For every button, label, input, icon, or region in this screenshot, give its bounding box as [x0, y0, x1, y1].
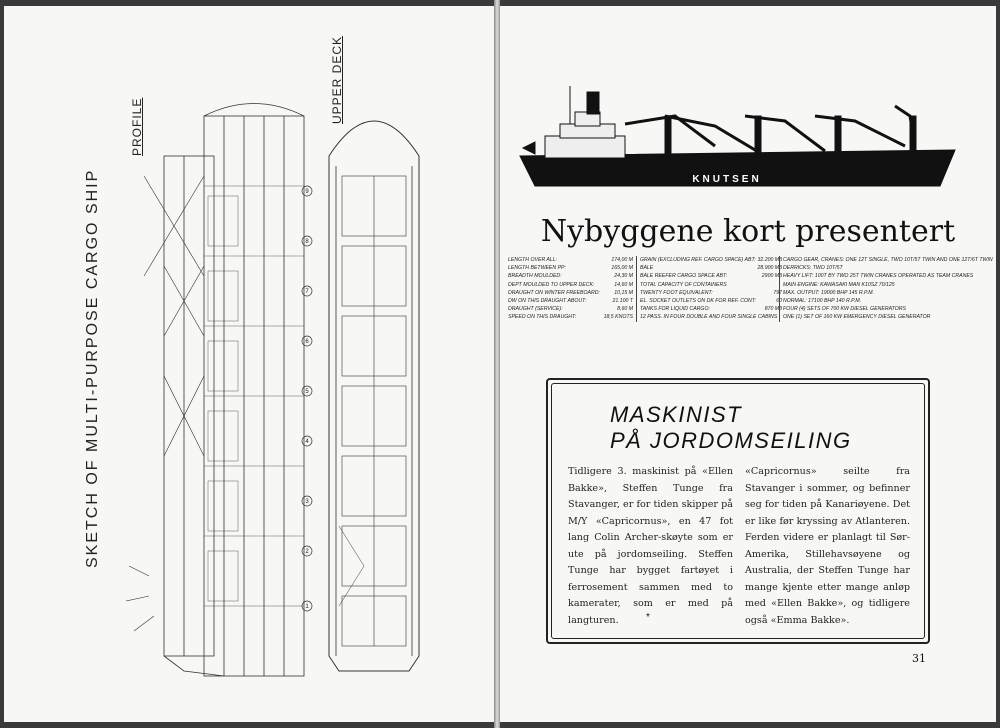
spec-row: ONE (1) SET OF 160 KW EMERGENCY DIESEL GENERATOR: [783, 314, 931, 321]
spec-row: BREADTH MOULDED: 24,30 M: [508, 273, 633, 280]
spec-column-machinery: [779, 256, 993, 322]
article-column-2: «Capricornus» seilte fra Stavanger i sommer, og befinner seg for tiden på Kanariøyene. Det er like før kryssing av Atlanteren. Ferden videre er planlagt til Sør-Amerika, Stillehavsøyene og Australia, der Steffen Tunge har mange kjente etter mange anløp med «Ellen Bakke», og tidligere også «Emma Bakke».: [745, 466, 910, 626]
sketch-title: SKETCH OF MULTI-PURPOSE CARGO SHIP: [84, 168, 101, 568]
spec-row: TWENTY FOOT EQUIVALENT: 797: [640, 289, 782, 296]
spec-row: HEAVY LIFT: 100T BY TWO 25T TWIN CRANES OPERATED AS TEAM CRANES: [783, 273, 974, 280]
article-title-line2: PÅ JORDOMSEILING: [610, 428, 852, 453]
frame-marker: 5: [305, 389, 309, 395]
spec-row: LENGTH OVER ALL: 174,00 M: [508, 257, 633, 263]
upper-deck-label: UPPER DECK: [330, 35, 344, 124]
ship-hull-name: KNUTSEN: [692, 174, 762, 185]
frame-marker: 3: [305, 499, 309, 505]
spec-row: EL. SOCKET OUTLETS ON DK FOR REF. CONT: 60: [640, 298, 782, 305]
frame-marker: 9: [305, 189, 309, 195]
spec-column-capacity: [636, 256, 782, 322]
frame-marker: 6: [305, 339, 309, 345]
spec-row: DRAUGHT ON WINTER FREEBOARD: 10,15 M: [508, 289, 633, 296]
spec-row: MAIN ENGINE: KAWASAKI MAN K10SZ 70/125: [783, 281, 895, 288]
spec-row: DRAUGHT (SERVICE): 8,60 M: [508, 306, 633, 313]
frame-marker: 2: [305, 549, 309, 555]
spec-row: DERRICKS: TWO 10T/5T: [783, 265, 843, 272]
spec-row: SPEED ON THIS DRAUGHT: 18,5 KNOTS: [508, 314, 633, 321]
article-box: [546, 378, 930, 644]
frame-marker: 4: [305, 439, 309, 445]
article-asterisk: *: [646, 612, 650, 623]
article-title: [610, 402, 852, 454]
spec-row: BALE REEFER CARGO SPACE ABT: 2900 M3: [640, 273, 782, 280]
spec-row: 12 PASS. IN FOUR DOUBLE AND FOUR SINGLE CABINS: [640, 314, 778, 321]
spec-row: TOTAL CAPACITY OF CONTAINERS: [640, 281, 727, 288]
spec-row: DEPT MOULDED TO UPPER DECK: 14,60 M: [508, 281, 633, 288]
spec-row: BALE 28.900 M3: [640, 265, 782, 272]
left-page: [4, 6, 494, 722]
article-title-line1: MASKINIST: [610, 402, 743, 427]
spec-row: GRAIN (EXCLUDING REF. CARGO SPACE) ABT: 32.200 M3: [640, 257, 782, 263]
right-page: [500, 6, 996, 722]
ship-technical-drawing: [124, 96, 424, 686]
spec-row: CARGO GEAR, CRANES: ONE 12T SINGLE, TWO 10T/5T TWIN AND ONE 12T/6T TWIN: [783, 257, 993, 263]
profile-label: PROFILE: [130, 97, 144, 156]
spec-row: DW ON THIS DRAUGHT ABOUT: 21.100 T: [508, 298, 633, 305]
spec-row: TANKS FOR LIQUID CARGO: 870 M3: [640, 306, 782, 313]
frame-marker: 1: [305, 604, 309, 610]
frame-marker: 8: [305, 239, 309, 245]
frame-marker: 7: [305, 289, 309, 295]
spec-column-dimensions: [508, 256, 633, 322]
spec-row: MAX. OUTPUT: 19000 BHP 145 R.P.M.: [783, 289, 875, 296]
spec-row: NORMAL: 17100 BHP 140 R.P.M.: [783, 298, 862, 305]
headline: Nybyggene kort presentert: [540, 214, 956, 249]
article-column-1: Tidligere 3. maskinist på «Ellen Bakke», Steffen Tunge fra Stavanger, er for tiden skipper på M/Y «Capricornus», en 47 fot lang Colin Archer-skøyte som er ute på jordomseiling. Steffen Tunge har bygget fartøyet i ferrosement sammen med to kamerater, som er med på langturen.: [568, 466, 733, 626]
page-number: 31: [912, 652, 926, 665]
spec-row: FOUR (4) SETS OF 700 KW DIESEL GENERATORS: [783, 306, 906, 313]
spec-row: LENGTH BETWEEN PP: 165,00 M: [508, 265, 633, 272]
